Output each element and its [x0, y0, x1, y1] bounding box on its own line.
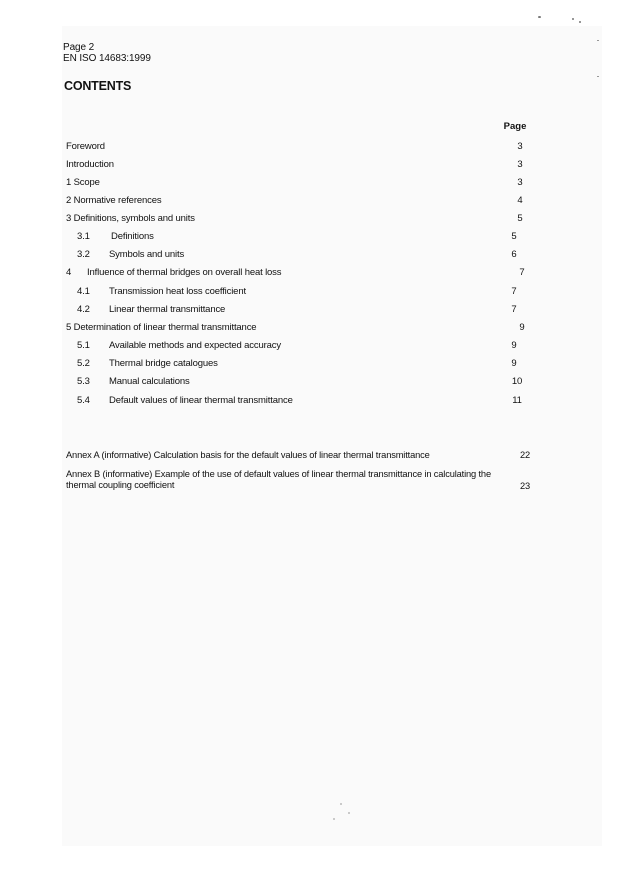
toc-entry-label: Foreword: [66, 141, 105, 152]
scan-speck: [579, 21, 581, 23]
toc-entry-label: Influence of thermal bridges on overall heat loss: [87, 267, 282, 278]
toc-entry-label: 2 Normative references: [66, 195, 162, 206]
toc-subentry[interactable]: [0, 357, 618, 371]
annex-b-label: Annex B (informative) Example of the use of default values of linear thermal transmittance in calculating the thermal coupling coefficient: [66, 469, 491, 490]
toc-entry-page: 9: [511, 340, 517, 351]
toc-entry[interactable]: [0, 158, 618, 172]
standard-id-header: EN ISO 14683:1999: [63, 53, 151, 64]
toc-entry-label: Introduction: [66, 159, 114, 170]
scan-speck: [597, 40, 599, 41]
toc-subentry[interactable]: [0, 285, 618, 299]
toc-entry-page: 3: [517, 159, 523, 170]
scan-speck: [340, 803, 342, 805]
toc-entry-label: 1 Scope: [66, 177, 100, 188]
toc-entry[interactable]: [0, 194, 618, 208]
annex-b-page: 23: [519, 481, 531, 491]
page-column-label: Page: [503, 121, 527, 132]
toc-entry-page: 9: [519, 322, 525, 333]
contents-title: CONTENTS: [64, 79, 132, 93]
toc-entry-label: Definitions: [111, 231, 154, 242]
toc-entry-page: 7: [519, 267, 525, 278]
page-number-header: Page 2: [63, 42, 95, 53]
toc-subentry[interactable]: [0, 339, 618, 353]
toc-subentry[interactable]: [0, 394, 618, 408]
toc-entry-number: 4.1: [77, 286, 90, 297]
toc-entry-number: 3.2: [77, 249, 90, 260]
toc-entry[interactable]: [0, 140, 618, 154]
toc-entry-number: 4: [66, 267, 72, 278]
toc-entry-page: 5: [511, 231, 517, 242]
toc-entry-page: 6: [511, 249, 517, 260]
annex-a-entry[interactable]: [66, 450, 546, 462]
toc-entry-number: 5.1: [77, 340, 90, 351]
toc-subentry[interactable]: [0, 375, 618, 389]
toc-entry-page: 11: [512, 395, 522, 406]
toc-entry-number: 4.2: [77, 304, 90, 315]
scan-speck: [348, 812, 350, 814]
toc-entry-number: 5.4: [77, 395, 90, 406]
toc-entry-label: 3 Definitions, symbols and units: [66, 213, 195, 224]
toc-entry-page: 7: [511, 304, 517, 315]
toc-entry-page: 10: [511, 376, 523, 387]
annex-a-label: Annex A (informative) Calculation basis for the default values of linear thermal transmittance: [66, 450, 430, 460]
scan-speck: [538, 16, 541, 18]
toc-entry-page: 3: [517, 177, 523, 188]
toc-entry-number: 5.3: [77, 376, 90, 387]
annex-b-entry[interactable]: [66, 469, 546, 493]
toc-entry-page: 9: [511, 358, 517, 369]
toc-entry-label: Linear thermal transmittance: [109, 304, 226, 315]
toc-entry[interactable]: [0, 266, 618, 280]
toc-entry-page: 7: [511, 286, 517, 297]
toc-entry-label: Default values of linear thermal transmittance: [109, 395, 293, 406]
toc-entry-page: 3: [517, 141, 523, 152]
toc-entry-label: Thermal bridge catalogues: [109, 358, 218, 369]
toc-subentry[interactable]: [0, 230, 618, 244]
toc-entry[interactable]: [0, 321, 618, 335]
toc-entry-label: Available methods and expected accuracy: [109, 340, 281, 351]
annex-a-page: 22: [519, 450, 531, 460]
toc-entry-label: 5 Determination of linear thermal transmittance: [66, 322, 257, 333]
toc-entry-number: 5.2: [77, 358, 90, 369]
toc-entry[interactable]: [0, 176, 618, 190]
toc-entry-label: Manual calculations: [109, 376, 190, 387]
scan-speck: [597, 76, 599, 77]
toc-subentry[interactable]: [0, 248, 618, 262]
scan-speck: [572, 18, 574, 20]
toc-entry-label: Symbols and units: [109, 249, 185, 260]
toc-entry[interactable]: [0, 212, 618, 226]
toc-entry-page: 5: [517, 213, 523, 224]
toc-subentry[interactable]: [0, 303, 618, 317]
toc-entry-page: 4: [517, 195, 523, 206]
scan-speck: [333, 818, 335, 820]
toc-entry-label: Transmission heat loss coefficient: [109, 286, 246, 297]
toc-entry-number: 3.1: [77, 231, 90, 242]
